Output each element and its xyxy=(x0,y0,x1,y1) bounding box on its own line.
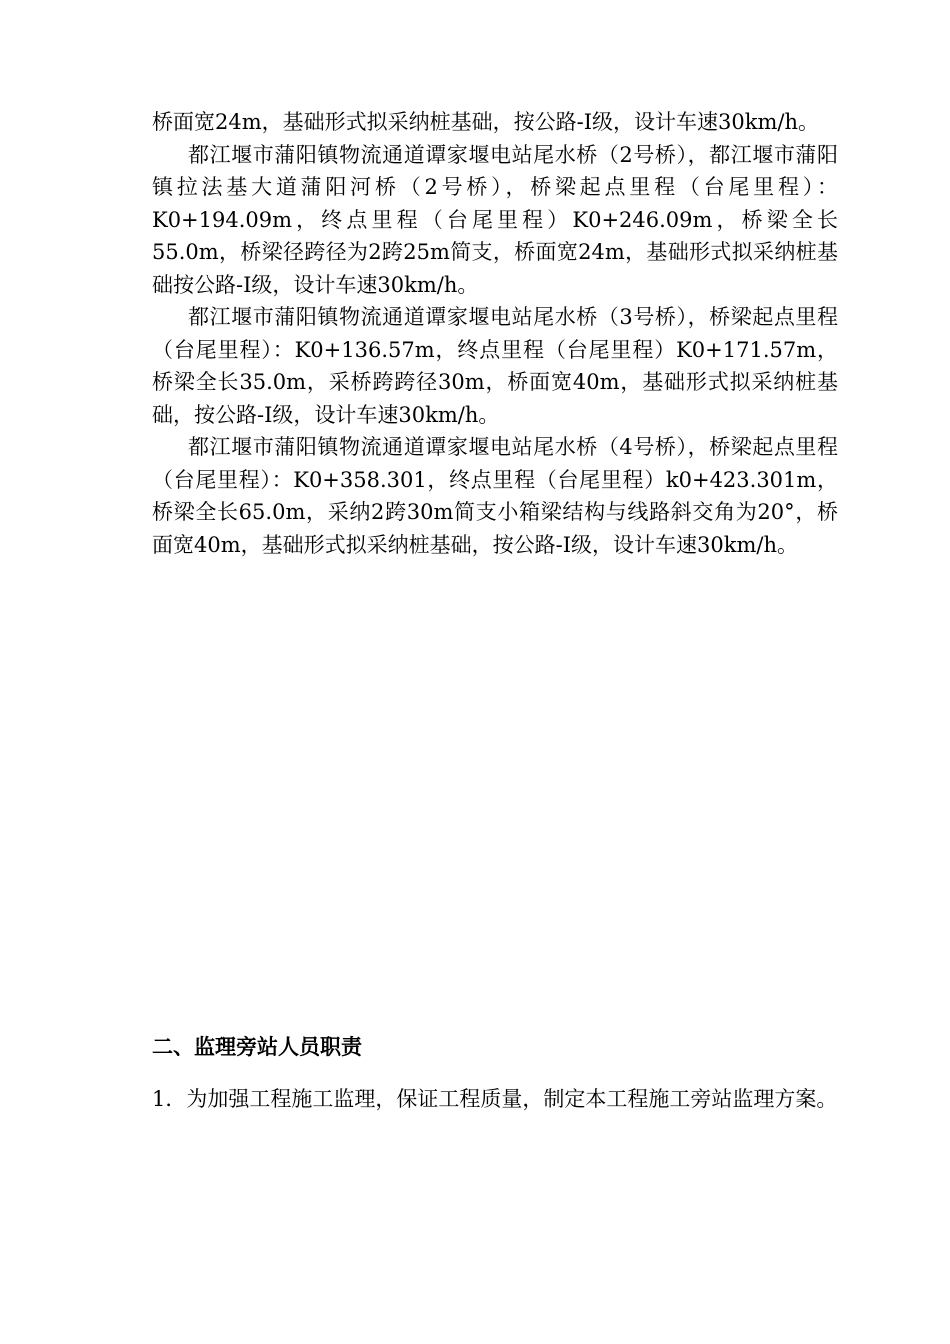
section-heading: 二、监理旁站人员职责 xyxy=(152,1034,362,1059)
paragraph-bridge-4: 都江堰市蒲阳镇物流通道谭家堰电站尾水桥（4号桥），桥梁起点里程（台尾里程）：K0+358.301，终点里程（台尾里程）k0+423.301m，桥梁全长65.0m，采纳2跨30m简支小箱梁结构与线路斜交角为20°，桥面宽40m，基础形式拟采纳桩基础，按公路-I级，设计车速30km/h。 xyxy=(152,435,838,557)
paragraph-continuation: 桥面宽24m，基础形式拟采纳桩基础，按公路-I级，设计车速30km/h。 xyxy=(152,110,819,134)
paragraph-bridge-2: 都江堰市蒲阳镇物流通道谭家堰电站尾水桥（2号桥），都江堰市蒲阳镇拉法基大道蒲阳河桥（2号桥），桥梁起点里程（台尾里程）：K0+194.09m，终点里程（台尾里程）K0+246.09m，桥梁全长55.0m，桥梁径跨径为2跨25m简支，桥面宽24m，基础形式拟采纳桩基础按公路-I级，设计车速30km/h。 xyxy=(152,142,838,297)
paragraph-bridge-3: 都江堰市蒲阳镇物流通道谭家堰电站尾水桥（3号桥），桥梁起点里程（台尾里程）：K0+136.57m，终点里程（台尾里程）K0+171.57m，桥梁全长35.0m，采桥跨跨径30m，桥面宽40m，基础形式拟采纳桩基础，按公路-I级，设计车速30km/h。 xyxy=(152,305,838,427)
section-item-1: 1．为加强工程施工监理，保证工程质量，制定本工程施工旁站监理方案。 xyxy=(152,1087,838,1111)
bridge-description-block xyxy=(152,106,838,561)
